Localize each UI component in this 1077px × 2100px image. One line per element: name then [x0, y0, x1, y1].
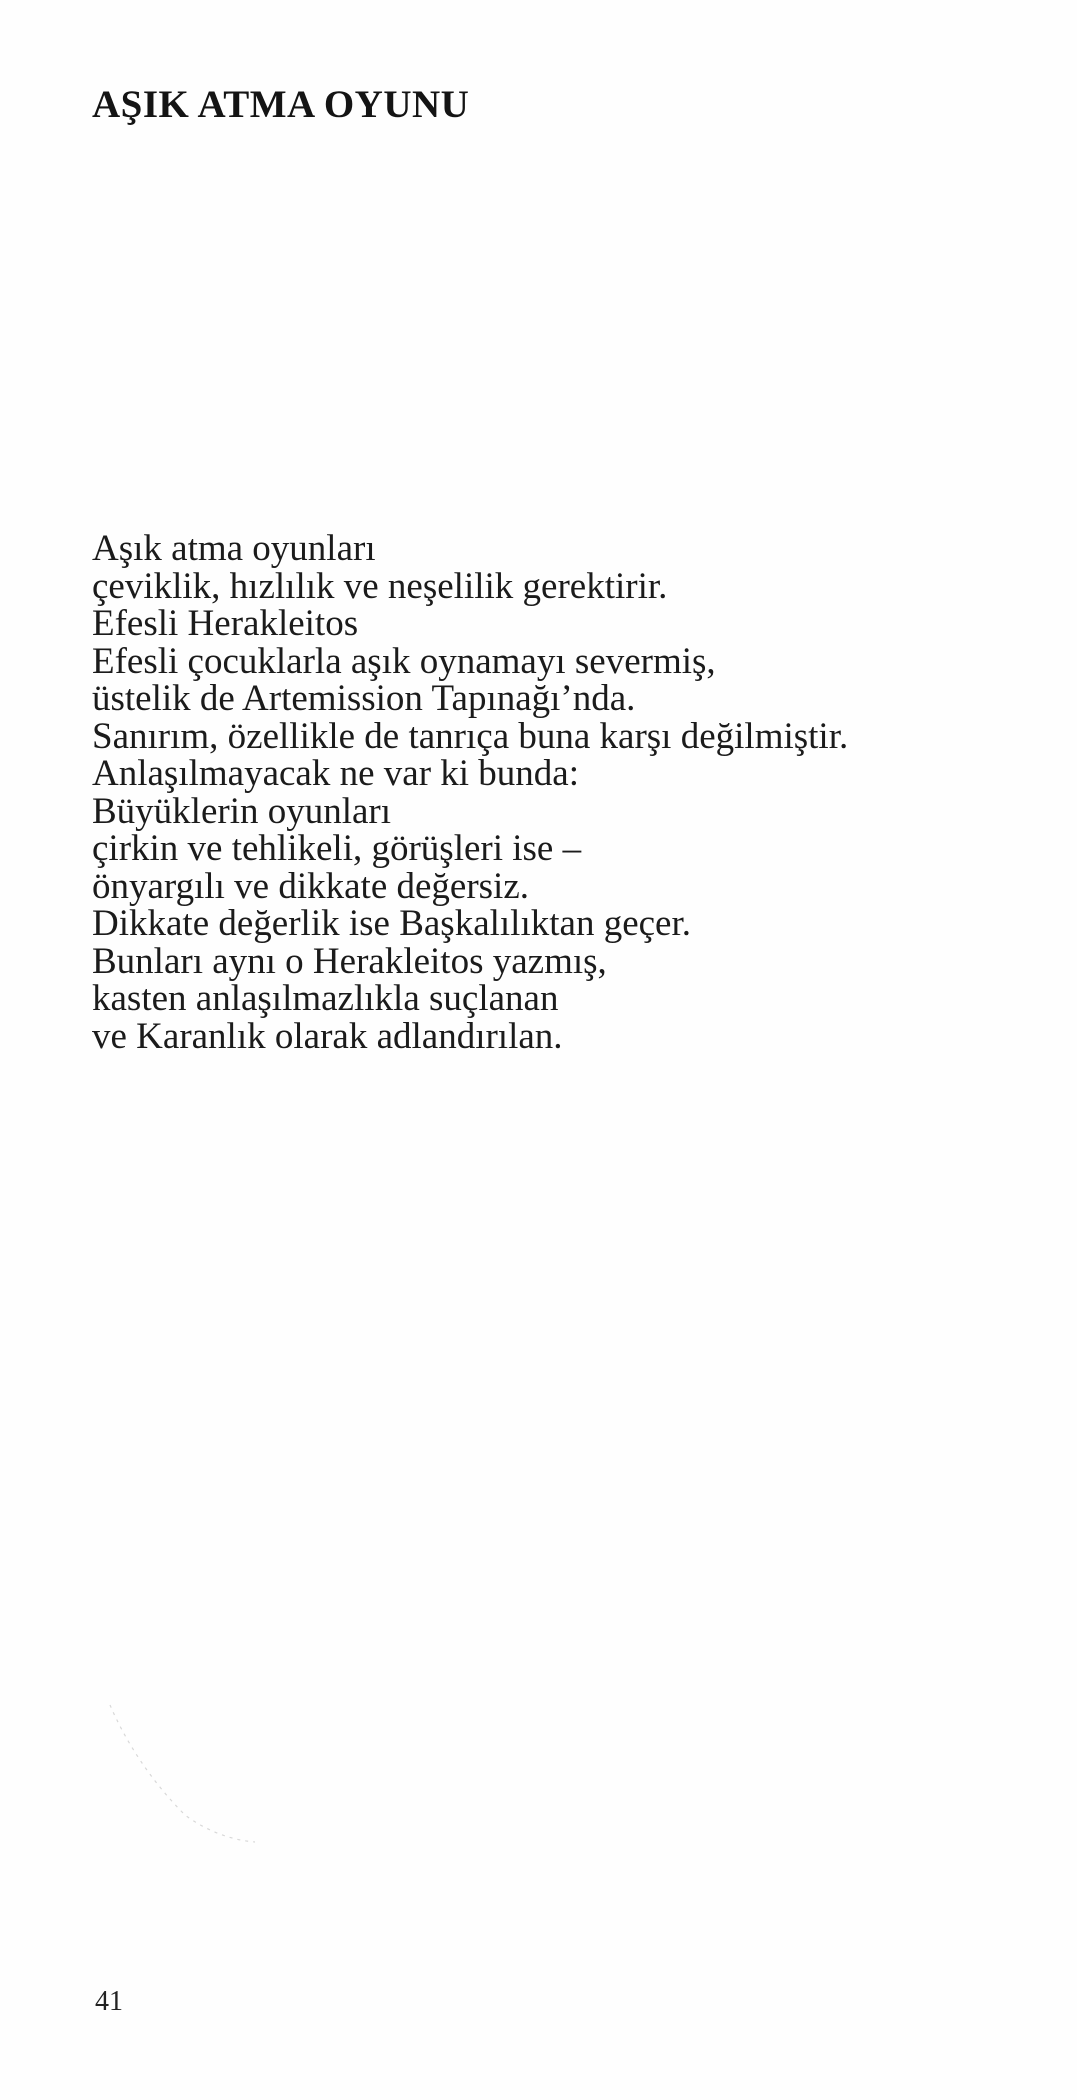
poem-line: Sanırım, özellikle de tanrıça buna karşı değilmiştir. [92, 715, 849, 757]
poem-line: Dikkate değerlik ise Başkalılıktan geçer. [92, 903, 691, 944]
poem-line: Büyüklerin oyunları [92, 790, 392, 832]
poem-line: çeviklik, hızlılık ve neşelilik gerektirir. [92, 565, 668, 607]
poem-line: kasten anlaşılmazlıkla suçlanan [92, 978, 559, 1019]
poem-line: üstelik de Artemission Tapınağı’nda. [92, 678, 636, 719]
poem-line: Bunları aynı o Herakleitos yazmış, [92, 940, 607, 982]
poem-title: AŞIK ATMA OYUNU [92, 83, 470, 126]
poem-body [92, 530, 848, 1055]
page-number: 41 [95, 1986, 123, 2017]
poem-line: ve Karanlık olarak adlandırılan. [92, 1015, 563, 1057]
poem-line: çirkin ve tehlikeli, görüşleri ise – [92, 828, 582, 869]
poem-line: Efesli Herakleitos [92, 603, 359, 644]
poem-line: Aşık atma oyunları [92, 528, 376, 569]
paper-scuff-mark [105, 1700, 265, 1850]
poem-line: önyargılı ve dikkate değersiz. [92, 865, 530, 907]
poem-line: Efesli çocuklarla aşık oynamayı severmiş, [92, 640, 716, 682]
poem-line: Anlaşılmayacak ne var ki bunda: [92, 753, 579, 794]
